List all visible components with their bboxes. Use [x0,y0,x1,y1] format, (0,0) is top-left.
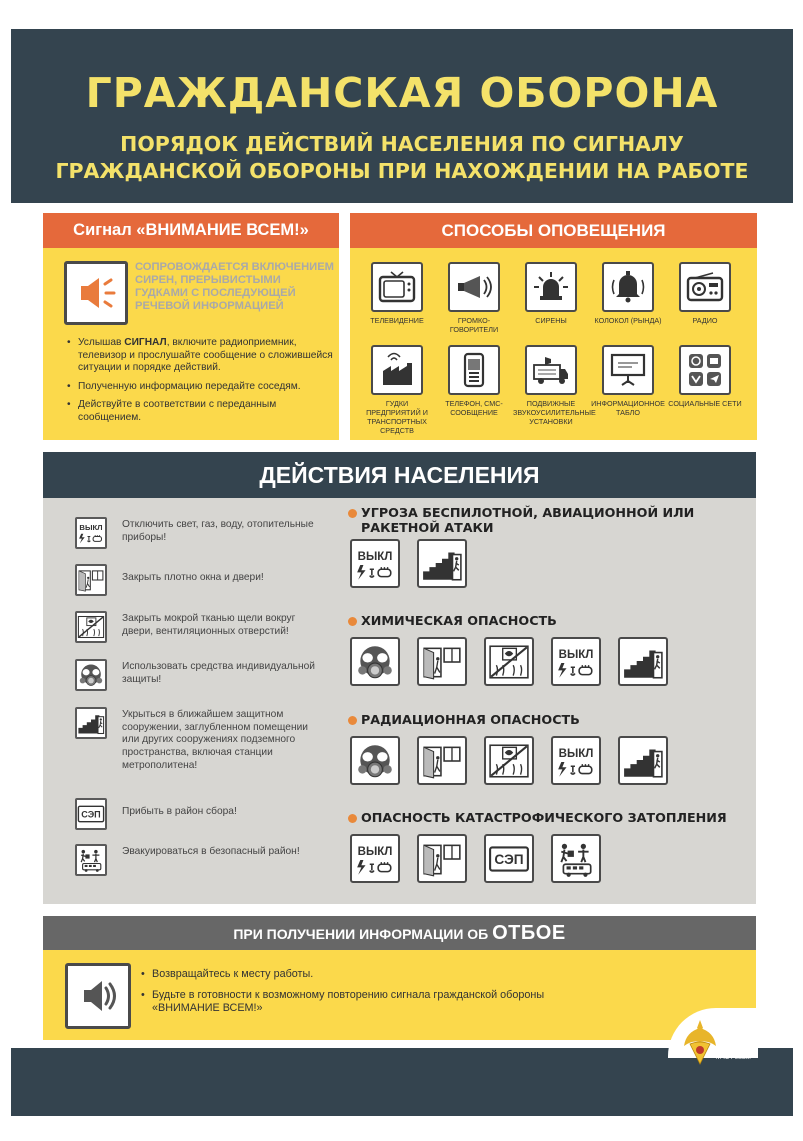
seal-vents-icon [484,637,534,686]
threat-title: УГРОЗА БЕСПИЛОТНОЙ, АВИАЦИОННОЙ ИЛИ РАКЕТНОЙ АТАКИ [348,505,708,535]
evacuate-icon [551,834,601,883]
mchs-emblem-icon [682,1018,718,1066]
shelter-icon [75,707,107,739]
method-loudspeakers [436,262,512,334]
threat-radiation [348,712,748,727]
method-radio [667,262,743,325]
bell-icon [602,262,654,312]
threat-flooding-icons [350,834,601,883]
close-doors-icon [417,736,467,785]
threat-chemical-icons [350,637,668,686]
method-label: ТЕЛЕФОН, СМС-СООБЩЕНИЕ [445,399,503,417]
signal-instruction-1: • Услышав СИГНАЛ, включите радиоприемник, телевизор и прослушайте сообщение о сложившейся ситуации и порядке действий. [65,337,335,375]
signal-instructions [65,337,335,430]
close-doors-icon [417,637,467,686]
gas-mask-icon [350,736,400,785]
switch-off-icon [75,517,107,549]
shelter-icon [417,539,467,588]
method-label: КОЛОКОЛ (РЫНДА) [594,316,662,325]
switch-off-icon [551,637,601,686]
method-mobile-loudspeakers [513,345,596,426]
mobile-loudspeaker-icon [525,345,577,395]
assembly-point-icon [484,834,534,883]
factory-icon [371,345,423,395]
all-clear-instruction-1: • Возвращайтесь к месту работы. [139,968,559,982]
switch-off-icon [350,834,400,883]
siren-icon [525,262,577,312]
phone-icon [448,345,500,395]
threat-title: РАДИАЦИОННАЯ ОПАСНОСТЬ [348,712,748,727]
action-text: Эвакуироваться в безопасный район! [122,846,300,857]
action-text: Укрыться в ближайшем защитном сооружении, заглубленном помещении или других сооружениях подземного пространства, включая станции метрополитена! [122,709,308,771]
action-text: Отключить свет, газ, воду, отопительные приборы! [122,519,314,543]
notification-methods-heading: СПОСОБЫ ОПОВЕЩЕНИЯ [350,213,757,248]
method-social-networks [667,345,743,408]
method-label: ТЕЛЕВИДЕНИЕ [370,316,424,325]
header-banner [11,29,793,203]
threat-radiation-icons [350,736,668,785]
method-label: ПОДВИЖНЫЕ ЗВУКОУСИЛИТЕЛЬНЫЕ УСТАНОВКИ [513,399,596,426]
page-subtitle [11,131,793,185]
close-doors-icon [417,834,467,883]
action-text: Закрыть плотно окна и двери! [122,572,264,583]
subtitle-line-1: ПОРЯДОК ДЕЙСТВИЙ НАСЕЛЕНИЯ ПО СИГНАЛУ [120,132,684,156]
switch-off-icon [350,539,400,588]
speaker-icon [65,963,131,1029]
tv-icon [371,262,423,312]
population-actions-heading: ДЕЙСТВИЯ НАСЕЛЕНИЯ [43,452,756,498]
signal-instruction-3: • Действуйте в соответствии с переданным сообщением. [65,399,335,424]
gas-mask-icon [75,659,107,691]
all-clear-heading: ПРИ ПОЛУЧЕНИИ ИНФОРМАЦИИ ОБ ОТБОЕ [43,916,756,950]
close-doors-icon [75,564,107,596]
all-clear-instructions [139,968,559,1023]
loudspeaker-icon [448,262,500,312]
speaker-icon [64,261,128,325]
gas-mask-icon [350,637,400,686]
method-factory-horns [359,345,435,435]
threat-title: ОПАСНОСТЬ КАТАСТРОФИЧЕСКОГО ЗАТОПЛЕНИЯ [348,810,748,825]
shelter-icon [618,736,668,785]
action-text: Прибыть в район сбора! [122,806,237,817]
evacuate-icon [75,844,107,876]
method-info-board [590,345,666,417]
all-clear-panel [43,950,756,1040]
threat-title: ХИМИЧЕСКАЯ ОПАСНОСТЬ [348,613,748,628]
info-board-icon [602,345,654,395]
method-label: ГРОМКО-ГОВОРИТЕЛИ [449,316,499,334]
radio-icon [679,262,731,312]
method-sirens [513,262,589,325]
method-bell [590,262,666,325]
method-label: ИНФОРМАЦИОННОЕ ТАБЛО [591,399,665,417]
method-television [359,262,435,325]
social-networks-icon [679,345,731,395]
threat-air-attack-icons [350,539,467,588]
method-label: СИРЕНЫ [535,316,567,325]
subtitle-line-2: ГРАЖДАНСКОЙ ОБОРОНЫ ПРИ НАХОЖДЕНИИ НА РАБОТЕ [55,159,749,183]
mchs-logo-label: МЧС России [716,1055,751,1061]
signal-instruction-2: • Полученную информацию передайте соседям. [65,381,335,394]
method-label: СОЦИАЛЬНЫЕ СЕТИ [668,399,742,408]
signal-heading: Сигнал «ВНИМАНИЕ ВСЕМ!» [43,213,339,248]
page-title: ГРАЖДАНСКАЯ ОБОРОНА [85,69,719,117]
signal-description: СОПРОВОЖДАЕТСЯ ВКЛЮЧЕНИЕМ СИРЕН, ПРЕРЫВИСТЫМИ ГУДКАМИ С ПОСЛЕДУЮЩЕЙ РЕЧЕВОЙ ИНФОРМАЦИЕЙ [135,261,334,312]
threat-chemical [348,613,748,628]
threat-air-attack [348,505,748,535]
footer-bar [11,1048,793,1116]
assembly-point-icon [75,798,107,830]
notification-methods-panel [350,213,757,440]
signal-panel [43,213,339,440]
threat-flooding [348,810,748,825]
method-label: ГУДКИ ПРЕДПРИЯТИЙ И ТРАНСПОРТНЫХ СРЕДСТВ [366,399,428,435]
switch-off-icon [551,736,601,785]
seal-vents-icon [75,611,107,643]
action-text: Закрыть мокрой тканью щели вокруг двери, вентиляционных отверстий! [122,613,296,637]
seal-vents-icon [484,736,534,785]
all-clear-instruction-2: • Будьте в готовности к возможному повторению сигнала гражданской обороны «ВНИМАНИЕ ВСЕМ!» [139,989,559,1016]
method-label: РАДИО [692,316,718,325]
method-phone-sms [436,345,512,417]
shelter-icon [618,637,668,686]
action-text: Использовать средства индивидуальной защиты! [122,661,315,685]
population-actions-panel [43,452,756,904]
